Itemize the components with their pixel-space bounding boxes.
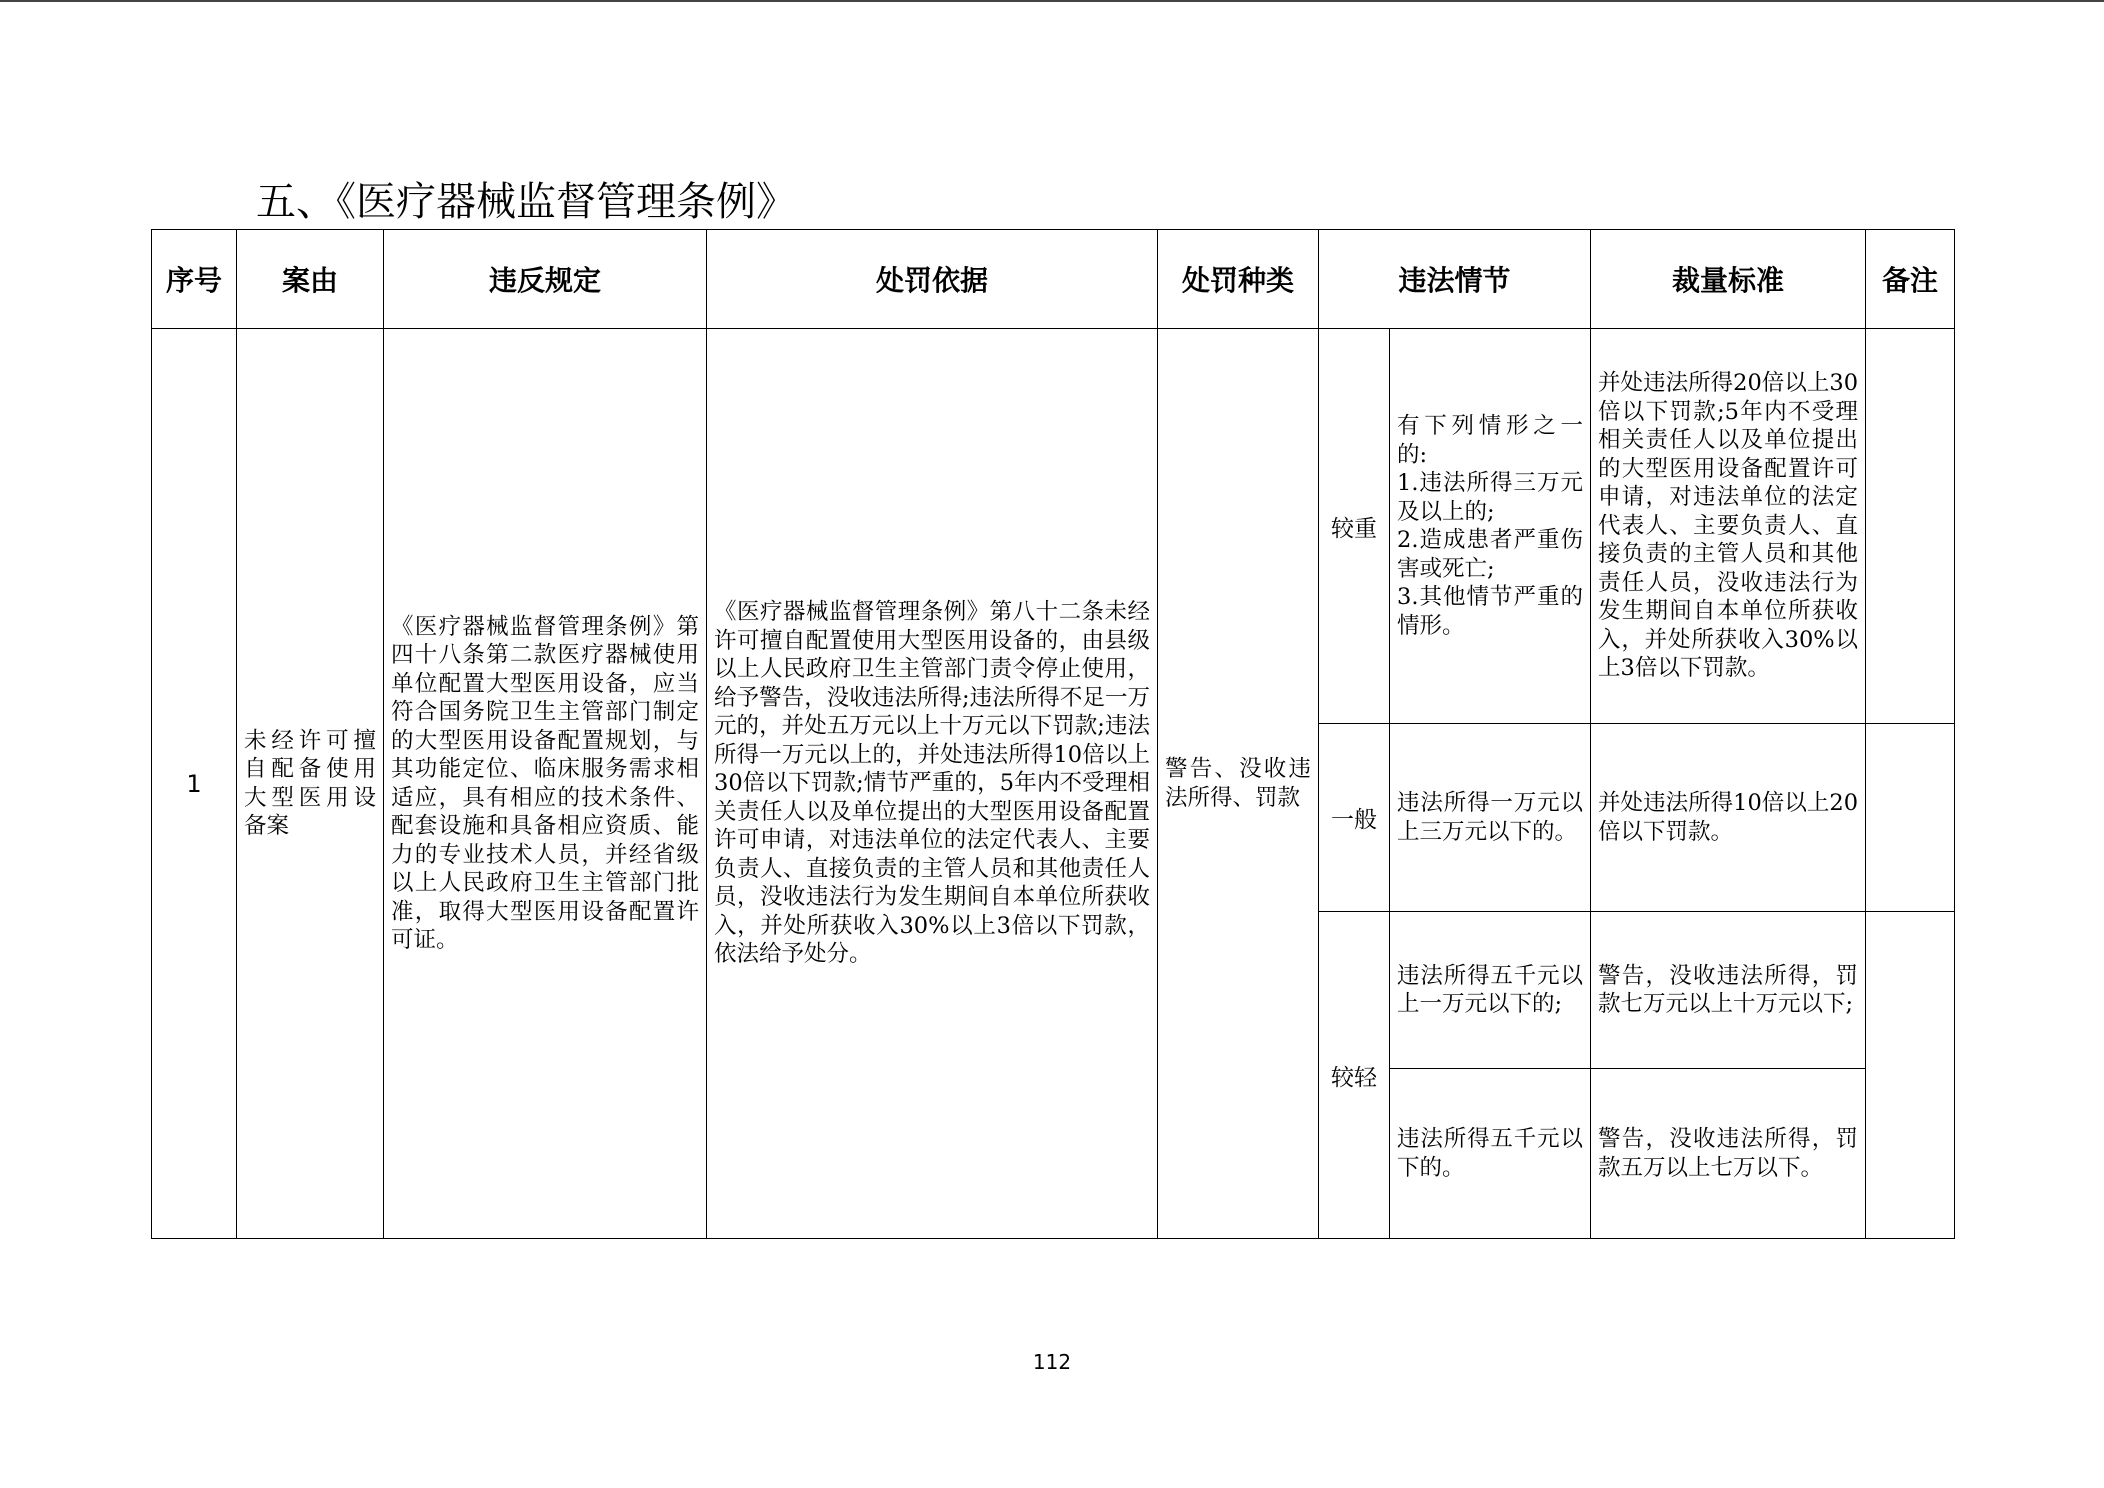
circumstance-minor-2 bbox=[1390, 1069, 1591, 1239]
cell-penalty-basis bbox=[707, 329, 1158, 1239]
violation-rule-text: 《医疗器械监督管理条例》第四十八条第二款医疗器械使用单位配置大型医用设备，应当符合国务院卫生主管部门制定的大型医用设备配置规划，与其功能定位、临床服务需求相适应，具有相应的技术条件、配套设施和具备相应资质、能力的专业技术人员，并经省级以上人民政府卫生主管部门批准，取得大型医用设备配置许可证。 bbox=[391, 613, 699, 953]
header-row bbox=[152, 230, 1955, 329]
standard-minor-2-text: 警告，没收违法所得，罚款五万以上七万以下。 bbox=[1598, 1126, 1859, 1181]
header-seq: 序号 bbox=[152, 230, 237, 329]
circumstance-severe-text bbox=[1390, 412, 1590, 640]
circumstance-severe-line: 3.其他情节严重的情形。 bbox=[1397, 584, 1584, 639]
standard-severe bbox=[1591, 329, 1866, 724]
standard-minor-2 bbox=[1591, 1069, 1866, 1239]
cell-penalty-type bbox=[1158, 329, 1319, 1239]
circumstance-severe-line: 有下列情形之一的: bbox=[1397, 413, 1584, 468]
penalty-type-text: 警告、没收违法所得、罚款 bbox=[1165, 756, 1311, 811]
section-title: 五、《医疗器械监督管理条例》 bbox=[256, 179, 796, 225]
remarks-general bbox=[1866, 724, 1955, 912]
standard-minor-1-text: 警告，没收违法所得，罚款七万元以上十万元以下; bbox=[1598, 962, 1859, 1017]
header-case: 案由 bbox=[237, 230, 384, 329]
circumstance-general bbox=[1390, 724, 1591, 912]
remarks-minor bbox=[1866, 912, 1955, 1239]
penalty-table bbox=[151, 229, 1955, 1239]
header-penalty-basis: 处罚依据 bbox=[707, 230, 1158, 329]
top-border-line bbox=[0, 0, 2104, 2]
penalty-basis-text: 《医疗器械监督管理条例》第八十二条未经许可擅自配置使用大型医用设备的，由县级以上人民政府卫生主管部门责令停止使用，给予警告，没收违法所得;违法所得不足一万元的，并处五万元以上十万元以下罚款;违法所得一万元以上的，并处违法所得10倍以上30倍以下罚款;情节严重的，5年内不受理相关责任人以及单位提出的大型医用设备配置许可申请，对违法单位的法定代表人、主要负责人、直接负责的主管人员和其他责任人员，没收违法行为发生期间自本单位所获收入，并处所获收入30%以上3倍以下罚款，依法给予处分。 bbox=[714, 599, 1150, 968]
standard-general bbox=[1591, 724, 1866, 912]
cell-case bbox=[237, 329, 384, 1239]
cell-violation-rule bbox=[384, 329, 707, 1239]
header-circumstances: 违法情节 bbox=[1319, 230, 1591, 329]
header-remarks: 备注 bbox=[1866, 230, 1955, 329]
header-penalty-type: 处罚种类 bbox=[1158, 230, 1319, 329]
level-general: 一般 bbox=[1319, 724, 1390, 912]
standard-severe-text: 并处违法所得20倍以上30倍以下罚款;5年内不受理相关责任人以及单位提出的大型医用设备配置许可申请，对违法单位的法定代表人、主要负责人、直接负责的主管人员和其他责任人员，没收违法行为发生期间自本单位所获收入，并处所获收入30%以上3倍以下罚款。 bbox=[1598, 370, 1859, 682]
circumstance-minor-1-text: 违法所得五千元以上一万元以下的; bbox=[1397, 962, 1584, 1017]
circumstance-severe-line: 2.造成患者严重伤害或死亡; bbox=[1397, 527, 1584, 582]
standard-minor-1 bbox=[1591, 912, 1866, 1069]
circumstance-severe-line: 1.违法所得三万元及以上的; bbox=[1397, 470, 1584, 525]
case-text: 未经许可擅自配备使用大型医用设备案 bbox=[244, 727, 376, 839]
table-row bbox=[152, 329, 1955, 724]
circumstance-minor-1 bbox=[1390, 912, 1591, 1069]
level-severe: 较重 bbox=[1319, 329, 1390, 724]
page-number: 112 bbox=[1032, 1350, 1072, 1374]
cell-seq: 1 bbox=[152, 329, 237, 1239]
circumstance-severe bbox=[1390, 329, 1591, 724]
header-violation-rule: 违反规定 bbox=[384, 230, 707, 329]
standard-general-text: 并处违法所得10倍以上20倍以下罚款。 bbox=[1598, 790, 1859, 845]
level-minor: 较轻 bbox=[1319, 912, 1390, 1239]
header-standard: 裁量标准 bbox=[1591, 230, 1866, 329]
circumstance-general-text: 违法所得一万元以上三万元以下的。 bbox=[1397, 790, 1584, 845]
remarks-severe bbox=[1866, 329, 1955, 724]
circumstance-minor-2-text: 违法所得五千元以下的。 bbox=[1397, 1126, 1584, 1181]
